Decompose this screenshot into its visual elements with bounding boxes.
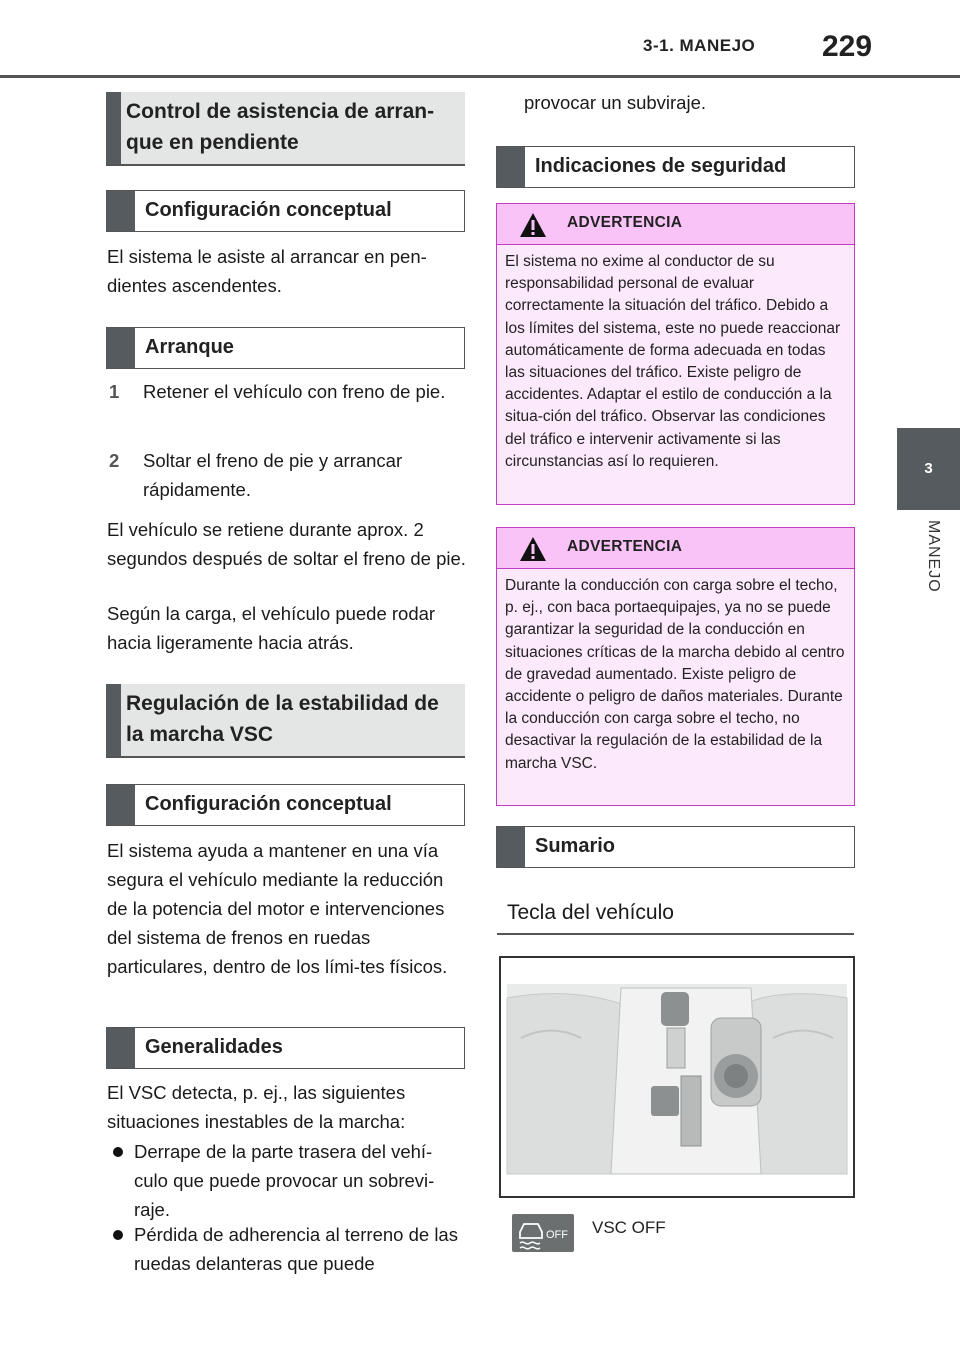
subheading-generalidades: Generalidades [106, 1027, 465, 1069]
list-item: Derrape de la parte trasera del vehí-culo que puede provocar un sobrevi-raje. [107, 1137, 467, 1225]
icon-off-text: OFF [546, 1229, 568, 1241]
subheading-concept-1: Configuración conceptual [106, 190, 465, 232]
chapter-side-label: MANEJO [925, 520, 942, 593]
paragraph-hill-start-intro: El sistema le asiste al arrancar en pen-dientes ascendentes. [107, 246, 427, 296]
warning-label: ADVERTENCIA [567, 538, 683, 555]
center-console-image [501, 958, 853, 1196]
warning-header [497, 528, 854, 569]
warning-box [496, 527, 855, 806]
vsc-off-label: VSC OFF [592, 1218, 666, 1237]
page-number: 229 [822, 30, 873, 63]
bullet-dot [113, 1230, 123, 1240]
warning-box [496, 203, 855, 505]
subheading-sumario: Sumario [496, 826, 855, 868]
paragraph-hold-time: El vehículo se retiene durante aprox. 2 segundos después de soltar el freno de pie. [107, 519, 466, 569]
step-number: 2 [109, 450, 120, 471]
warning-header [497, 204, 854, 245]
chapter-header: 3-1. MANEJO [643, 36, 756, 55]
warning-triangle-icon [519, 212, 547, 238]
paragraph-vsc-detects: El VSC detecta, p. ej., las siguientes situaciones inestables de la marcha: [107, 1082, 406, 1132]
header-rule [0, 75, 960, 78]
bullet-dot [113, 1147, 123, 1157]
paragraph-vsc-concept: El sistema ayuda a mantener en una vía segura el vehículo mediante la reducción de la potencia del motor e intervenciones del sistema de frenos en ruedas particulares, dentro de los lími-tes físicos. [107, 840, 448, 977]
paragraph-load: Según la carga, el vehículo puede rodar hacia ligeramente hacia atrás. [107, 603, 436, 653]
subheading-arranque: Arranque [106, 327, 465, 369]
center-console-illustration [499, 956, 855, 1198]
subheading-concept-2: Configuración conceptual [106, 784, 465, 826]
vsc-off-button-icon [512, 1214, 574, 1252]
step-number: 1 [109, 381, 120, 402]
list-item: Pérdida de adherencia al terreno de las ruedas delanteras que puede [107, 1220, 467, 1280]
continuation-text: provocar un subviraje. [524, 92, 707, 113]
step-text: Soltar el freno de pie y arrancar rápidamente. [143, 450, 403, 500]
section-heading-vsc: Regulación de la estabilidad de la marcha VSC [106, 684, 465, 758]
chapter-tab[interactable]: 3 [897, 428, 960, 510]
step-2 [109, 446, 459, 506]
section-heading-hill-start: Control de asistencia de arran-que en pendiente [106, 92, 465, 166]
step-text: Retener el vehículo con freno de pie. [143, 381, 446, 402]
step-1 [109, 377, 459, 437]
subheading-safety: Indicaciones de seguridad [496, 146, 855, 188]
warning-triangle-icon [519, 536, 547, 562]
warning-text: Durante la conducción con carga sobre el techo, p. ej., con baca portaequipajes, ya no se puede garantizar la seguridad de la conducción en situaciones críticas de la marcha debido al centro de gravedad aumentado. Existe peligro de accidente o peligro de daños materiales. Durante la conducción con carga sobre el techo, no desactivar la regulación de la estabilidad de la marcha VSC. [497, 569, 854, 805]
warning-label: ADVERTENCIA [567, 214, 683, 231]
vehicle-button-title: Tecla del vehículo [497, 893, 854, 935]
warning-text: El sistema no exime al conductor de su responsabilidad personal de evaluar correctamente la situación del tráfico. Debido a los límites del sistema, este no puede reaccionar automáticamente de forma adecuada en todas las situaciones del tráfico. Existe peligro de accidentes. Adaptar el estilo de conducción a la situa-ción del tráfico. Observar las condiciones del tráfico e intervenir activamente si las circunstancias así lo requieren. [497, 245, 854, 504]
